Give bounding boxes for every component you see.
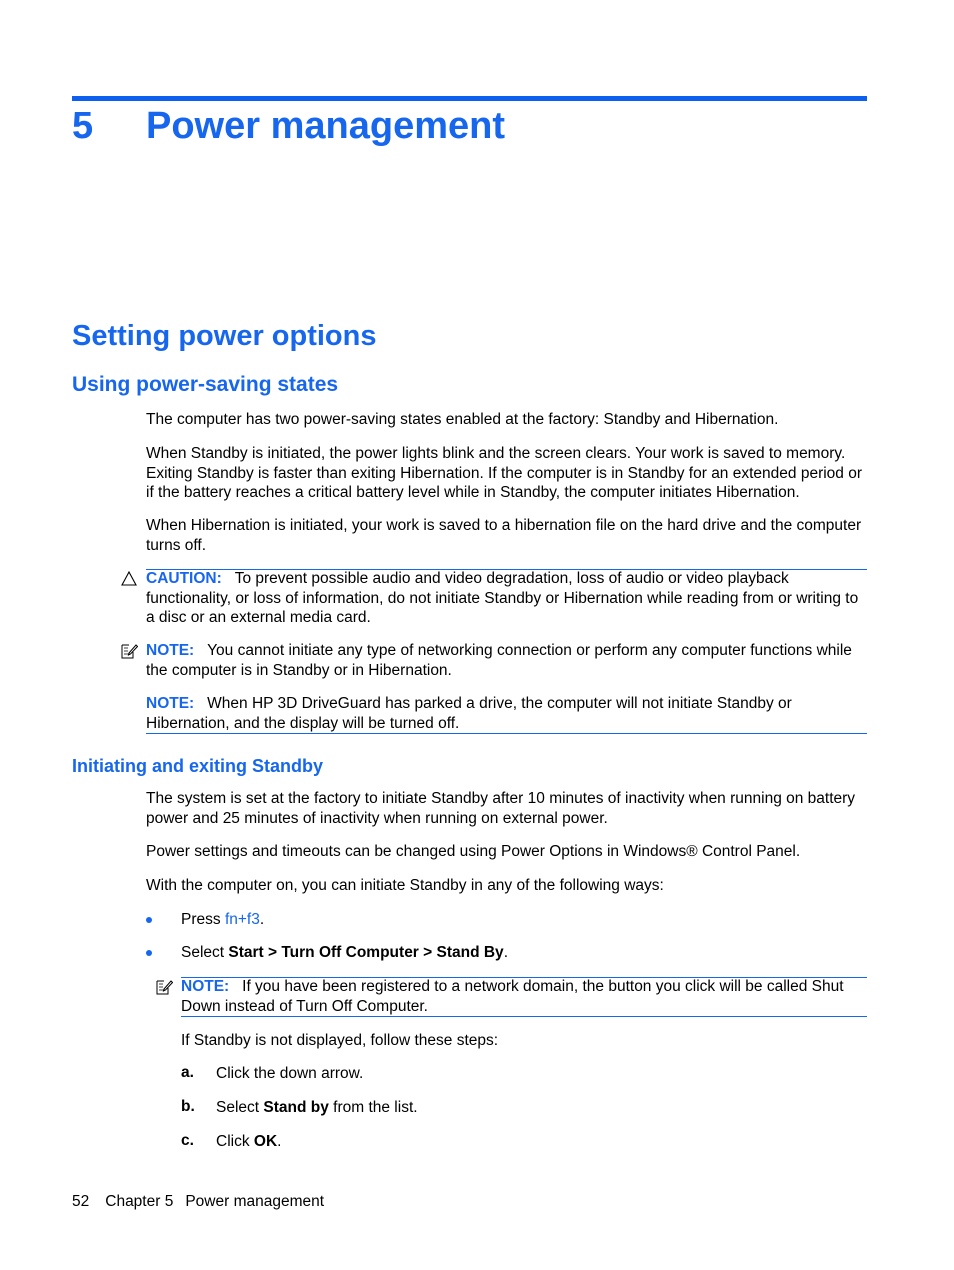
paragraph-steps-intro: If Standby is not displayed, follow these steps: [181, 1032, 499, 1049]
chapter-title-text: Power management [146, 105, 505, 147]
note-bottom-rule [181, 1016, 867, 1017]
paragraph-ways: With the computer on, you can initiate Standby in any of the following ways: [146, 877, 664, 894]
footer-title: Power management [185, 1193, 325, 1210]
note-text: You cannot initiate any type of networking connection or perform any computer functions while the computer is in Standby or in Hibernation. [146, 642, 852, 679]
subsection-title-power-saving: Using power-saving states [72, 373, 339, 396]
step-bold: OK [253, 1133, 278, 1150]
note-bottom-rule [146, 733, 867, 734]
menu-path: Start > Turn Off Computer > Stand By [228, 944, 504, 961]
caution-label: CAUTION: [146, 570, 222, 587]
paragraph-intro: The computer has two power-saving states enabled at the factory: Standby and Hibernation. [146, 411, 779, 428]
section-title: Setting power options [72, 320, 377, 352]
step-text: . [277, 1133, 282, 1150]
note-networking [146, 641, 868, 680]
paragraph-factory-settings: The system is set at the factory to initiate Standby after 10 minutes of inactivity when running on battery power and 25 minutes of inactivity when running on external power. [146, 790, 856, 827]
caution-note [146, 569, 868, 628]
step-c [216, 1132, 866, 1152]
list-item-text: Press [181, 911, 225, 928]
step-b [216, 1098, 866, 1118]
note-text: When HP 3D DriveGuard has parked a drive, the computer will not initiate Standby or Hibernation, and the display will be turned off. [146, 695, 792, 732]
note-pencil-icon [121, 642, 138, 659]
note-label: NOTE: [181, 978, 230, 995]
chapter-title [72, 100, 505, 152]
note-pencil-icon [156, 978, 173, 995]
step-label-b: b. [181, 1098, 195, 1115]
bullet-icon [146, 917, 152, 923]
note-label: NOTE: [146, 695, 195, 712]
page-footer [72, 1192, 340, 1212]
note-driveguard [146, 694, 868, 733]
chapter-number: 5 [72, 105, 94, 147]
footer-chapter: Chapter 5 [105, 1193, 174, 1210]
note-network-domain [181, 977, 867, 1016]
step-a [216, 1064, 866, 1084]
step-text: Select [216, 1099, 264, 1116]
list-item-text: Select [181, 944, 229, 961]
note-text: If you have been registered to a network domain, the button you click will be called Shut Down instead of Turn Off Computer. [181, 978, 844, 1015]
list-item-text: . [503, 944, 508, 961]
note-label: NOTE: [146, 642, 195, 659]
paragraph-standby: When Standby is initiated, the power lights blink and the screen clears. Your work is saved to memory. Exiting Standby is faster than exiting Hibernation. If the computer is in Standby for an extended period or if the battery reaches a critical battery level while in Standby, the computer initiates Hibernation. [146, 445, 862, 501]
step-text: Click the down arrow. [216, 1065, 364, 1082]
list-item-text: . [259, 911, 265, 928]
step-bold: Stand by [263, 1099, 329, 1116]
paragraph-power-settings: Power settings and timeouts can be changed using Power Options in Windows® Control Panel. [146, 843, 801, 860]
list-item [181, 910, 867, 930]
key-link-fn-f3[interactable]: fn+f3 [224, 911, 260, 928]
page-number: 52 [72, 1193, 90, 1210]
list-item [181, 943, 867, 963]
bullet-icon [146, 950, 152, 956]
step-text: from the list. [328, 1099, 418, 1116]
caution-text: To prevent possible audio and video degradation, loss of audio or video playback functionality, or loss of information, do not initiate Standby or Hibernation while reading from or writing to a disc or an external media card. [146, 570, 859, 626]
subsection-title-standby: Initiating and exiting Standby [72, 756, 324, 776]
step-text: Click [216, 1133, 254, 1150]
paragraph-hibernation: When Hibernation is initiated, your work is saved to a hibernation file on the hard drive and the computer turns off. [146, 517, 862, 554]
step-label-a: a. [181, 1064, 194, 1081]
warning-triangle-icon [121, 571, 137, 586]
step-label-c: c. [181, 1132, 194, 1149]
